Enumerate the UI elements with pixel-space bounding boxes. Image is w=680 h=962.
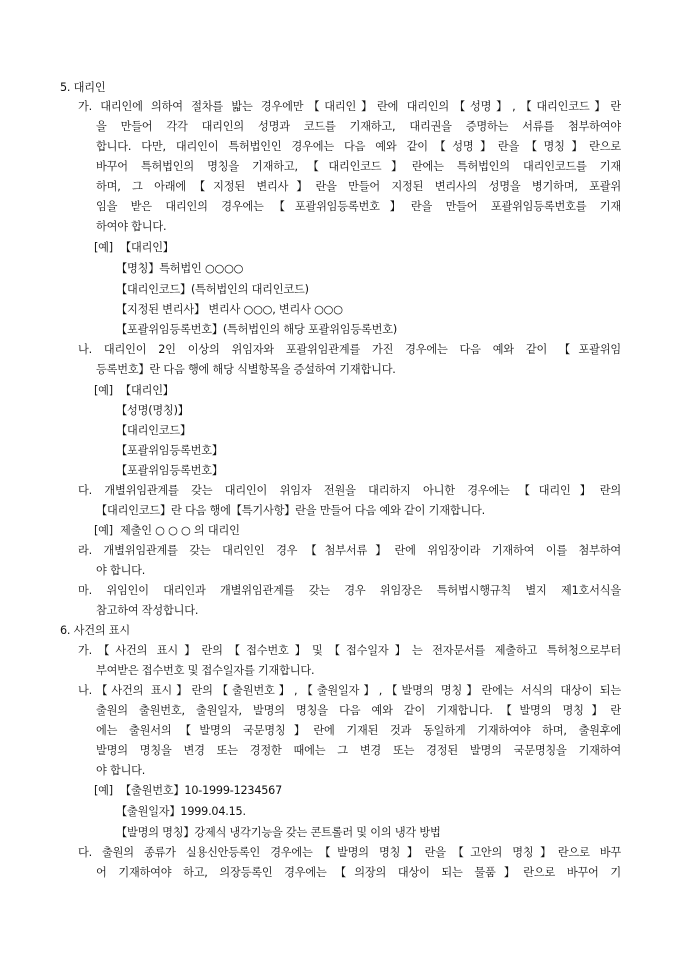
paragraph-line: 다. 출원의 종류가 실용신안등록인 경우에는【발명의 명칭】란을【고안의 명칭】란으로 바꾸 xyxy=(78,846,621,859)
example-line: 【성명(명칭)】 xyxy=(116,404,189,417)
paragraph-line: 합니다. 다만, 대리인이 특허법인인 경우에는 다음 예와 같이【성명】란을【명칭】란으로 xyxy=(96,140,621,153)
example-line: 【출원번호】10-1999-1234567 xyxy=(120,784,283,797)
paragraph-line: 하며, 그 아래에【지정된 변리사】란을 만들어 지정된 변리사의 성명을 병기하며, 포괄위 xyxy=(96,180,621,193)
example-line: 【포괄위임등록번호】(특허법인의 해당 포괄위임등록번호) xyxy=(116,323,397,336)
paragraph-line: 어 기재하여야 하고, 의장등록인 경우에는【의장의 대상이 되는 물품】란으로 바꾸어 기 xyxy=(96,866,621,879)
paragraph-line: 참고하여 작성합니다. xyxy=(96,604,199,617)
paragraph-line: 을 만들어 각각 대리인의 성명과 코드를 기재하고, 대리권을 증명하는 서류를 첨부하여야 xyxy=(96,120,621,133)
paragraph-line: 야 합니다. xyxy=(96,564,146,577)
section-heading: 6. 사건의 표시 xyxy=(60,624,131,637)
paragraph-line: 라. 개별위임관계를 갖는 대리인인 경우【첨부서류】란에 위임장이라 기재하여 이를 첨부하여 xyxy=(78,544,621,557)
paragraph-line: 출원의 출원번호, 출원일자, 발명의 명칭을 다음 예와 같이 기재합니다.【발명의 명칭】란 xyxy=(96,704,621,717)
section-heading: 5. 대리인 xyxy=(60,81,106,94)
example-label: [예] xyxy=(94,384,113,397)
example-line: 제출인 ○ ○ ○ 의 대리인 xyxy=(120,524,240,537)
paragraph-line: 임을 받은 대리인의 경우에는【포괄위임등록번호】란을 만들어 포괄위임등록번호를 기재 xyxy=(96,200,621,213)
example-line: 【출원일자】1999.04.15. xyxy=(116,805,246,818)
paragraph-line: 부여받은 접수번호 및 접수일자를 기재합니다. xyxy=(96,664,315,677)
example-line: 【포괄위임등록번호】 xyxy=(116,464,223,477)
paragraph-line: 가. 대리인에 의하여 절차를 밟는 경우에만【대리인】란에 대리인의【성명】,【대리인코드】란 xyxy=(78,100,621,113)
paragraph-line: 발명의 명칭을 변경 또는 경정한 때에는 그 변경 또는 경정된 발명의 국문명칭을 기재하여 xyxy=(96,744,621,757)
paragraph-line: 가.【사건의 표시】란의【접수번호】및【접수일자】는 전자문서를 제출하고 특허청으로부터 xyxy=(78,644,621,657)
paragraph-line: 【대리인코드】란 다음 행에【특기사항】란을 만들어 다음 예와 같이 기재합니다. xyxy=(96,504,486,517)
paragraph-line: 야 합니다. xyxy=(96,764,146,777)
example-line: 【대리인】 xyxy=(120,384,174,397)
example-label: [예] xyxy=(94,241,113,254)
example-line: 【대리인코드】 xyxy=(116,424,192,437)
example-line: 【발명의 명칭】강제식 냉각기능을 갖는 콘트롤러 및 이의 냉각 방법 xyxy=(116,826,441,839)
paragraph-line: 다. 개별위임관계를 갖는 대리인이 위임자 전원을 대리하지 아니한 경우에는【대리인】란의 xyxy=(78,484,621,497)
example-line: 【대리인코드】(특허법인의 대리인코드) xyxy=(116,283,309,296)
paragraph-line: 하여야 합니다. xyxy=(96,220,167,233)
paragraph-line: 등록번호】란 다음 행에 해당 식별항목을 증설하여 기재합니다. xyxy=(96,363,396,376)
paragraph-line: 마. 위임인이 대리인과 개별위임관계를 갖는 경우 위임장은 특허법시행규칙 별지 제1호서식을 xyxy=(78,584,621,597)
paragraph-line: 나.【사건의 표시】란의【출원번호】,【출원일자】,【발명의 명칭】란에는 서식의 대상이 되는 xyxy=(78,684,621,697)
paragraph-line: 바꾸어 특허법인의 명칭을 기재하고,【대리인코드】란에는 특허법인의 대리인코드를 기재 xyxy=(96,160,621,173)
example-line: 【지정된 변리사】 변리사 ○○○, 변리사 ○○○ xyxy=(116,303,343,316)
example-label: [예] xyxy=(94,784,113,797)
example-line: 【대리인】 xyxy=(120,241,174,254)
example-label: [예] xyxy=(94,524,113,537)
example-line: 【명칭】특허법인 ○○○○ xyxy=(116,262,244,275)
example-line: 【포괄위임등록번호】 xyxy=(116,444,223,457)
paragraph-line: 나. 대리인이 2인 이상의 위임자와 포괄위임관계를 가진 경우에는 다음 예와 같이 【포괄위임 xyxy=(78,343,621,356)
paragraph-line: 에는 출원서의【발명의 국문명칭】란에 기재된 것과 동일하게 기재하여야 하며, 출원후에 xyxy=(96,724,621,737)
